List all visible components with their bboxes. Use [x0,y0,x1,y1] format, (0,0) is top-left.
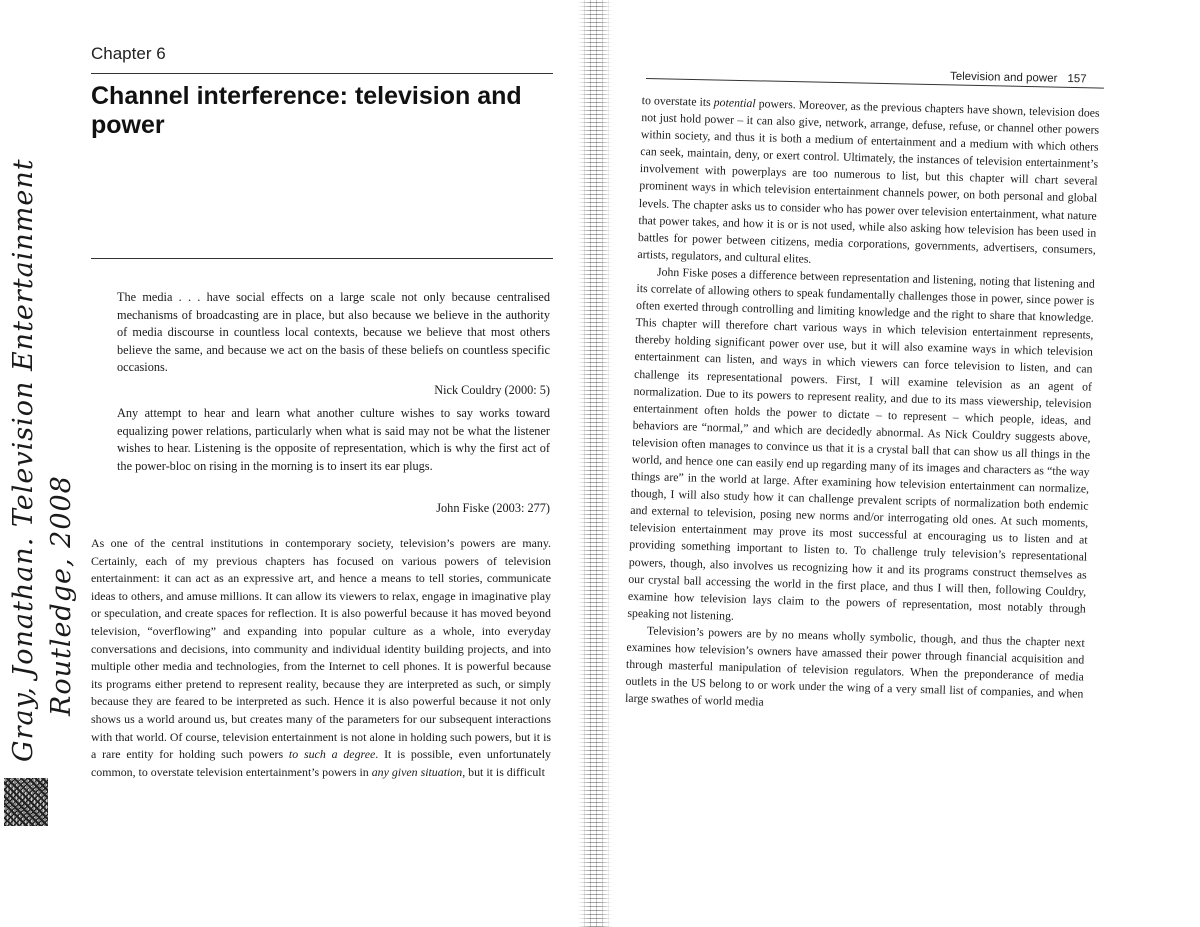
left-body-p1-emphasis-1: to such a degree [288,747,376,762]
left-body-p1-emphasis-2: any given situation [371,764,463,779]
epigraph-fiske-attribution: John Fiske (2003: 277) [436,501,550,515]
epigraph-fiske: Any attempt to hear and learn what another culture wishes to say works toward equalizing power relations, particularly when what is said may not be what the listener wishes to hear. Listening is the opposite of representation, which is why the first act of the power-bloc on rising in the morning is to insert its ear plugs. [117,406,550,473]
epigraph-couldry-attribution: Nick Couldry (2000: 5) [434,383,550,397]
page-number: 157 [1067,73,1087,86]
left-body-text [91,535,551,781]
epigraph-couldry: The media . . . have social effects on a large scale not only because centralised mechanisms of broadcasting are in place, but also because we believe in the authority of media discourse in countless local contexts, because we believe that most others believe the same, and because we act on the basis of these beliefs on countless specific occasions. [117,290,550,375]
left-page [0,0,590,927]
left-body-p1-a: As one of the central institutions in contemporary society, television’s powers are many. Certainly, each of my previous chapters has focused on various powers of television entertainment: it can act as an expressive art, and hence a means to tell stories, communicate ideas to others, and amuse millions. It can allow its viewers to relax, engage in imaginative play or speculation, and create spaces for reflection. It is also powerful because it has moved beyond television, “overflowing” and expanding into popular culture as a whole, into everyday conversations and decisions, into community and individual identity building projects, and into multiple other media and technologies, from the Internet to cell phones. It is powerful because its programs either pretend to represent reality, because they are interpreted as such, or simply because they are feared to be interpreted as such. Hence it is also powerful because it not only shows us a world around us, but creates many of the parameters for our subsequent interactions with that world. Of course, television entertainment is not alone in holding such powers, but it is a rare entity for holding such powers [91,536,551,762]
right-body-p1-a: to overstate its [641,92,711,109]
handwritten-citation-line-2: Routledge, 2008 [46,475,77,716]
right-page [600,0,1200,927]
right-body-paragraph-2: John Fiske poses a difference between representation and listening, noting that listening and its correlate of allowing others to speak fundamentally challenges those in power, since power is often exerted through controlling and limiting knowledge and the right to share that knowledge. This chapter will therefore chart various ways in which television entertainment represents, thereby holding significant power over use, but it will also examine ways in which television entertainment can listen, and ways in which viewers can force television to listen, and can challenge its representational powers. First, I will examine television as an agent of normalization. Due to its powers to represent reality, and due to its mass viewership, television entertainment often holds the power to dictate – to represent – which people, ideas, and behaviors are “normal,” and which are decidedly abnormal. As Nick Couldry suggests above, television often manages to convince us that it is a crystal ball that can show us all things in the world, and hence one can easily end up regarding many of its images and characters as “the way things are” in the world at large. After examining how television entertainment can normalize, though, I will also study how it can challenge prevalent scripts of normalization both endemic and external to television, posing new norms and/or interrogating old ones. At such moments, television entertainment may prove its most successful at encouraging us to listen and at providing something important to listen to. To challenge truly television’s representational powers, though, also involves us recognizing how it and its programs construct themselves as our crystal ball accessing the world in the first place, and thus I will then, following Couldry, examine how television lays claim to the powers of representation, most notably through speaking not listening. [627,264,1096,623]
left-body-p1-c: , but it is difficult [462,764,545,779]
epigraph-top-rule [91,258,553,259]
right-body-paragraph-1 [637,92,1100,276]
running-head [950,71,1087,86]
handwritten-citation-line-1: Gray, Jonathan. Television Entertainment [8,158,39,762]
chapter-label-rule [91,73,553,74]
right-body-p1-b: powers. Moreover, as the previous chapters have shown, television does not just hold power – it can also give, network, arrange, defuse, refuse, or channel other powers within society, and thus it is both a medium of entertainment and a medium with which others can seek, maintain, deny, or exert control. Ultimately, the instances of television entertainment’s involvement with powerplays are too numerous to list, but this chapter will chart several prominent ways in which television entertainment channels power, on both personal and global levels. The chapter asks us to consider who has power over television entertainment, what nature that power takes, and how it is or is not used, while also asking how television has been used in battles for power between citizens, media corporations, governments, advertisers, consumers, artists, regulators, and cultural elites. [637,96,1100,266]
right-body-text [625,92,1100,720]
right-body-p1-emphasis: potential [713,95,756,111]
library-stamp-mark [4,778,48,826]
chapter-title: Channel interference: television and power [91,82,522,139]
chapter-label: Chapter 6 [91,44,166,63]
right-body-paragraph-3: Television’s powers are by no means wholly symbolic, though, and thus the chapter next examines how television’s owners have amassed their power through financial acquisition and through masterful manipulation of television regulators. When the preponderance of media outlets in the US belong to or work under the wing of a very small list of companies, and when large swathes of world media [624,623,1085,709]
running-head-title: Television and power [949,70,1058,85]
left-body-p1-b: . It is possible, even unfortunately common, to overstate television entertainment’s powers in [91,747,551,779]
left-body-paragraph [91,535,551,781]
